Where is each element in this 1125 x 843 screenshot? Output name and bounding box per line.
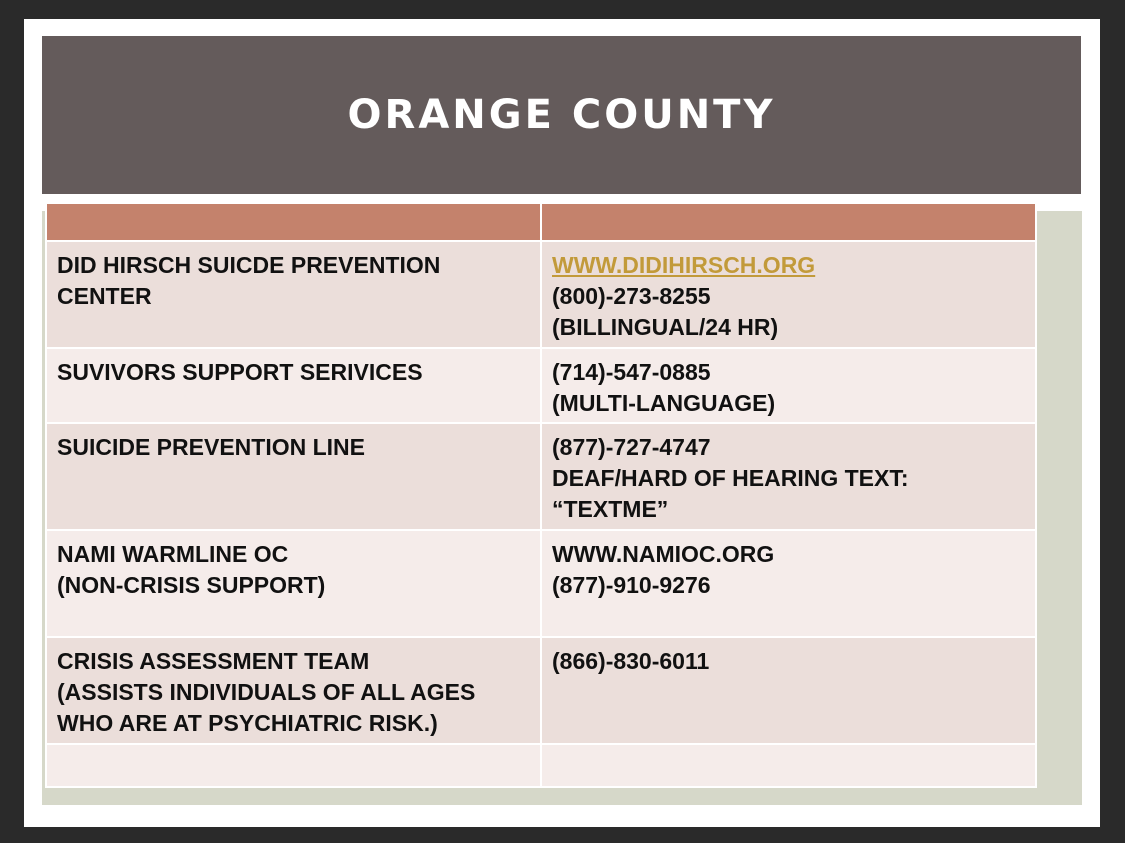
phone-number: (714)-547-0885: [552, 359, 711, 385]
title-bar: [42, 36, 1081, 194]
contact-note: DEAF/HARD OF HEARING TEXT:: [552, 465, 909, 491]
contact-note: (BILLINGUAL/24 HR): [552, 314, 779, 340]
slide-title: ORANGE COUNTY: [347, 92, 776, 138]
phone-number: (866)-830-6011: [552, 648, 710, 674]
table-row: [46, 530, 1036, 637]
resource-name-cell: [46, 637, 541, 744]
phone-number: (877)-910-9276: [552, 572, 711, 598]
resource-contact-cell: [541, 241, 1036, 348]
resources-table: [45, 202, 1037, 788]
empty-cell: [46, 744, 541, 787]
resource-contact-cell: [541, 637, 1036, 744]
table-row: [46, 637, 1036, 744]
resource-name-line: DID HIRSCH SUICDE PREVENTION: [57, 252, 441, 278]
empty-cell: [541, 744, 1036, 787]
resource-contact-cell: [541, 423, 1036, 530]
resource-name-line: SUVIVORS SUPPORT SERIVICES: [57, 359, 423, 385]
phone-number: (800)-273-8255: [552, 283, 711, 309]
contact-note: (MULTI-LANGUAGE): [552, 390, 776, 416]
header-cell-name: [46, 203, 541, 241]
resource-name-line: (ASSISTS INDIVIDUALS OF ALL AGES: [57, 679, 476, 705]
resource-name-line: CRISIS ASSESSMENT TEAM: [57, 648, 370, 674]
resource-name-cell: [46, 348, 541, 423]
resource-name-line: SUICIDE PREVENTION LINE: [57, 434, 365, 460]
table-row: [46, 241, 1036, 348]
resource-name-line: WHO ARE AT PSYCHIATRIC RISK.): [57, 710, 438, 736]
resource-name-line: NAMI WARMLINE OC: [57, 541, 289, 567]
table-row: [46, 423, 1036, 530]
resource-contact-cell: [541, 530, 1036, 637]
website-text: WWW.NAMIOC.ORG: [552, 541, 775, 567]
resource-name-cell: [46, 241, 541, 348]
resource-name-line: (NON-CRISIS SUPPORT): [57, 572, 326, 598]
phone-number: (877)-727-4747: [552, 434, 711, 460]
didihirsch-website-link[interactable]: WWW.DIDIHIRSCH.ORG: [552, 252, 816, 278]
resource-contact-cell: [541, 348, 1036, 423]
table-row: [46, 348, 1036, 423]
resource-name-line: CENTER: [57, 283, 152, 309]
resource-name-cell: [46, 530, 541, 637]
header-cell-contact: [541, 203, 1036, 241]
resource-name-cell: [46, 423, 541, 530]
table-header-row: [46, 203, 1036, 241]
contact-note: “TEXTME”: [552, 496, 669, 522]
table-row-empty: [46, 744, 1036, 787]
